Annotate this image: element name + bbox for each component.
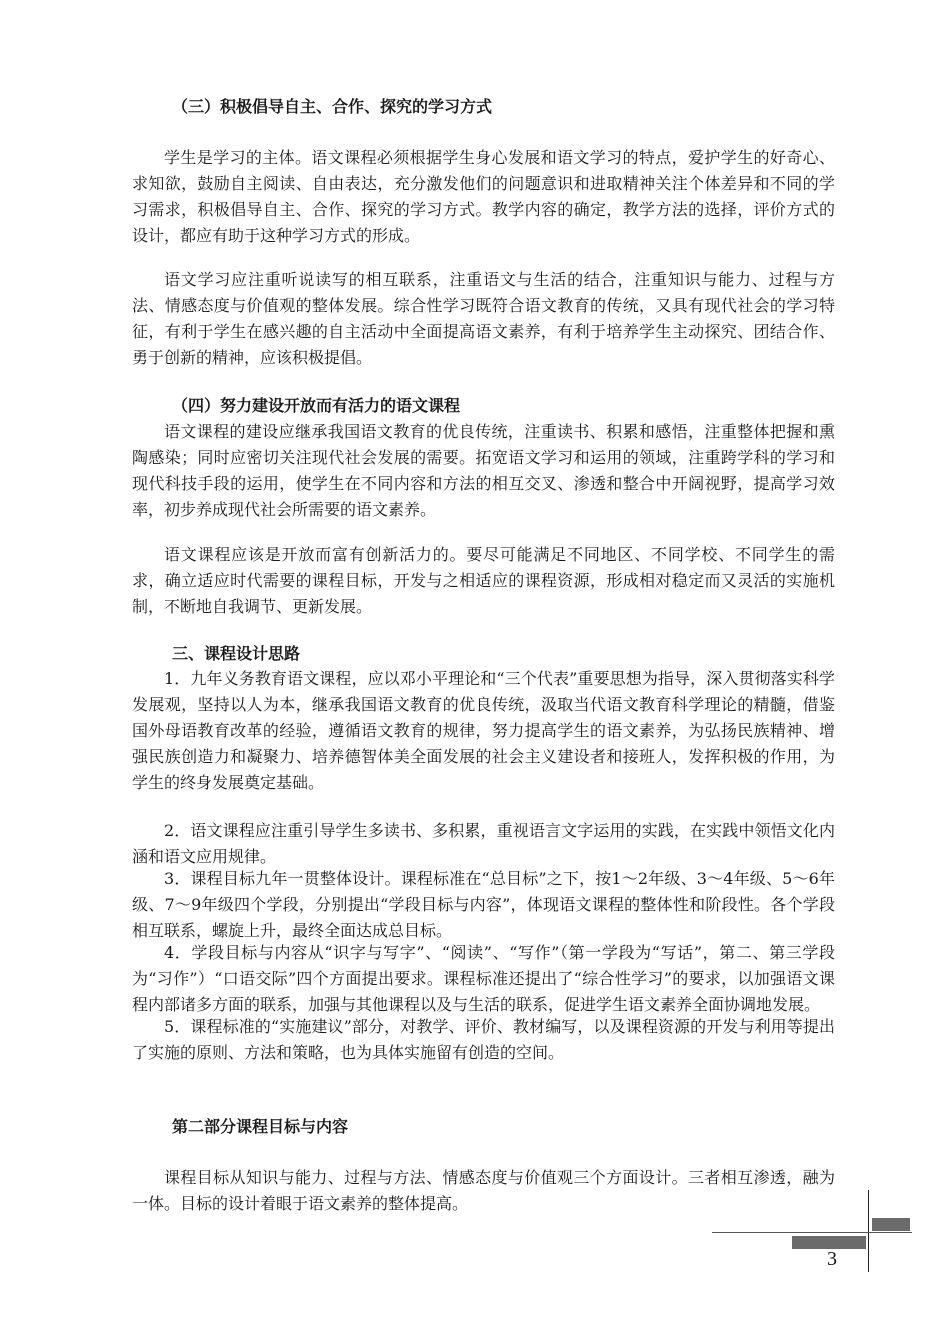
paragraph: 语文课程的建设应继承我国语文教育的优良传统，注重读书、积累和感悟，注重整体把握和熏陶感染；同时应密切关注现代社会发展的需要。拓宽语文学习和运用的领域，注重跨学科的学习和现代科技手段的运用，使学生在不同内容和方法的相互交叉、渗透和整合中开阔视野，提高学习效率，初步养成现代社会所需要的语文素养。 <box>132 422 835 519</box>
footer-decor-bar <box>872 1218 910 1231</box>
footer-vertical-rule <box>868 1190 869 1272</box>
list-item: 1．九年义务教育语文课程，应以邓小平理论和“三个代表”重要思想为指导，深入贯彻落实科学发展观，坚持以人为本，继承我国语文教育的优良传统，汲取当代语文教育科学理论的精髓，借鉴国外母语教育改革的经验，遵循语文教育的规律，努力提高学生的语文素养，为弘扬民族精神、增强民族创造力和凝聚力、培养德智体美全面发展的社会主义建设者和接班人，发挥积极的作用，为学生的终身发展奠定基础。 <box>132 669 835 792</box>
footer-horizontal-rule <box>712 1232 912 1233</box>
paragraph: 语文学习应注重听说读写的相互联系，注重语文与生活的结合，注重知识与能力、过程与方法、情感态度与价值观的整体发展。综合性学习既符合语文教育的传统，又具有现代社会的学习特征，有利于学生在感兴趣的自主活动中全面提高语文素养，有利于培养学生主动探究、团结合作、勇于创新的精神，应该积极提倡。 <box>132 270 835 367</box>
section-heading-design: 三、课程设计思路 <box>172 644 301 663</box>
list-item: 5．课程标准的“实施建议”部分，对教学、评价、教材编写，以及课程资源的开发与利用等提出了实施的原则、方法和策略，也为具体实施留有创造的空间。 <box>132 1017 835 1062</box>
section-heading-3: （三）积极倡导自主、合作、探究的学习方式 <box>172 97 493 116</box>
list-item: 4．学段目标与内容从“识字与写字”、“阅读”、“写作”（第一学段为“写话”，第二、第三学段为“习作”）“口语交际”四个方面提出要求。课程标准还提出了“综合性学习”的要求，以加强语文课程内部诸多方面的联系，加强与其他课程以及与生活的联系，促进学生语文素养全面协调地发展。 <box>132 943 835 1014</box>
paragraph: 课程目标从知识与能力、过程与方法、情感态度与价值观三个方面设计。三者相互渗透，融为一体。目标的设计着眼于语文素养的整体提高。 <box>132 1168 835 1213</box>
page-number: 3 <box>827 1248 837 1270</box>
list-item: 3．课程目标九年一贯整体设计。课程标准在“总目标”之下，按1～2年级、3～4年级、5～6年级、7～9年级四个学段，分别提出“学段目标与内容”，体现语文课程的整体性和阶段性。各个学段相互联系，螺旋上升，最终全面达成总目标。 <box>132 869 835 940</box>
paragraph: 学生是学习的主体。语文课程必须根据学生身心发展和语文学习的特点，爱护学生的好奇心、求知欲，鼓励自主阅读、自由表达，充分激发他们的问题意识和进取精神关注个体差异和不同的学习需求，积极倡导自主、合作、探究的学习方式。教学内容的确定，教学方法的选择，评价方式的设计，都应有助于这种学习方式的形成。 <box>132 148 835 245</box>
list-item: 2．语文课程应注重引导学生多读书、多积累，重视语言文字运用的实践，在实践中领悟文化内涵和语文应用规律。 <box>132 821 835 866</box>
paragraph: 语文课程应该是开放而富有创新活力的。要尽可能满足不同地区、不同学校、不同学生的需求，确立适应时代需要的课程目标，开发与之相适应的课程资源，形成相对稳定而又灵活的实施机制，不断地自我调节、更新发展。 <box>132 545 835 616</box>
part-heading: 第二部分课程目标与内容 <box>172 1117 349 1136</box>
section-heading-4: （四）努力建设开放而有活力的语文课程 <box>172 396 461 415</box>
